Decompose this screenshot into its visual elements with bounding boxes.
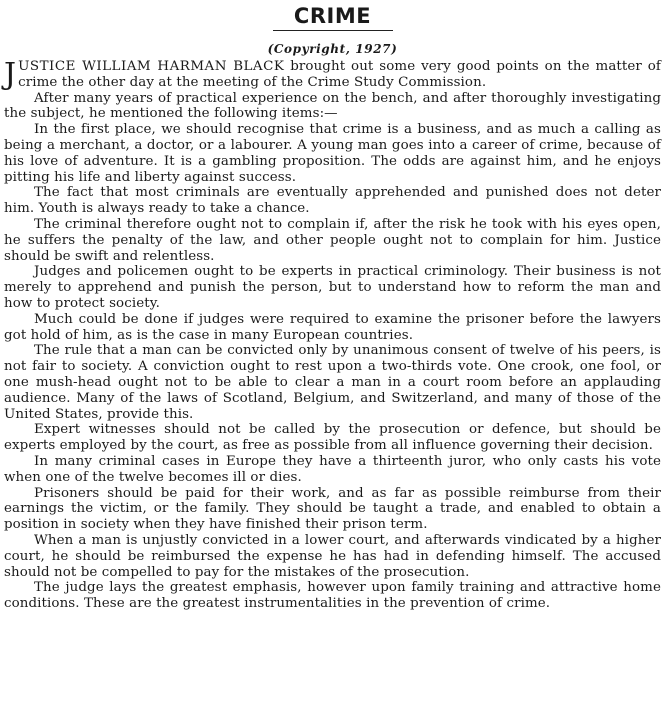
lead-paragraph-text: brought out some very good points on the matter of crime the other day at the meeting of the Crime Study Commission. xyxy=(18,59,661,90)
paragraph: The judge lays the greatest emphasis, however upon family training and attractive home conditions. These are the greatest instrumentalities in the prevention of crime. xyxy=(4,580,661,612)
paragraph: Much could be done if judges were required to examine the prisoner before the lawyers got hold of him, as is the case in many European countries. xyxy=(4,311,661,343)
lead-small-caps: USTICE WILLIAM HARMAN BLACK xyxy=(18,59,285,74)
paragraph: The criminal therefore ought not to complain if, after the risk he took with his eyes open, he suffers the penalty of the law, and other people ought not to complain for him. Justice should be swift and relentless. xyxy=(4,216,661,264)
paragraph: In many criminal cases in Europe they have a thirteenth juror, who only casts his vote when one of the twelve becomes ill or dies. xyxy=(4,453,661,485)
paragraph: After many years of practical experience on the bench, and after thoroughly investigating the subject, he mentioned the following items:— xyxy=(4,90,661,122)
paragraph: Judges and policemen ought to be experts in practical criminology. Their business is not merely to apprehend and punish the person, but to understand how to reform the man and how to protect society. xyxy=(4,264,661,311)
paragraph: In the first place, we should recognise that crime is a business, and as much a calling as being a merchant, a doctor, or a labourer. A young man goes into a career of crime, because of his love of adventure. It is a gambling proposition. The odds are against him, and he enjoys pitting his life and liberty against success. xyxy=(4,122,661,185)
paragraph: Prisoners should be paid for their work, and as far as possible reimburse from their earnings the victim, or the family. They should be taught a trade, and enabled to obtain a position in society when they have finished their prison term. xyxy=(4,485,661,533)
drop-cap-initial: J xyxy=(4,57,17,92)
lead-paragraph xyxy=(4,59,661,91)
headline-underline xyxy=(273,30,393,31)
paragraph: The rule that a man can be convicted only by unanimous consent of twelve of his peers, is not fair to society. A conviction ought to rest upon a two-thirds vote. One crook, one fool, or one mush-head ought not to be able to clear a man in a court room before an applauding audience. Many of the laws of Scotland, Belgium, and Switzerland, and many of those of the United States, provide this. xyxy=(4,343,661,422)
copyright-line: (Copyright, 1927) xyxy=(267,42,398,56)
article-body xyxy=(4,59,661,612)
paragraph: The fact that most criminals are eventually apprehended and punished does not deter him. Youth is always ready to take a chance. xyxy=(4,185,661,217)
paragraph: When a man is unjustly convicted in a lower court, and afterwards vindicated by a higher court, he should be reimbursed the expense he has had in defending himself. The accused should not be compelled to pay for the mistakes of the prosecution. xyxy=(4,532,661,580)
article-headline: CRIME xyxy=(293,4,372,28)
paragraph: Expert witnesses should not be called by the prosecution or defence, but should be experts employed by the court, as free as possible from all influence governing their decision. xyxy=(4,422,661,454)
